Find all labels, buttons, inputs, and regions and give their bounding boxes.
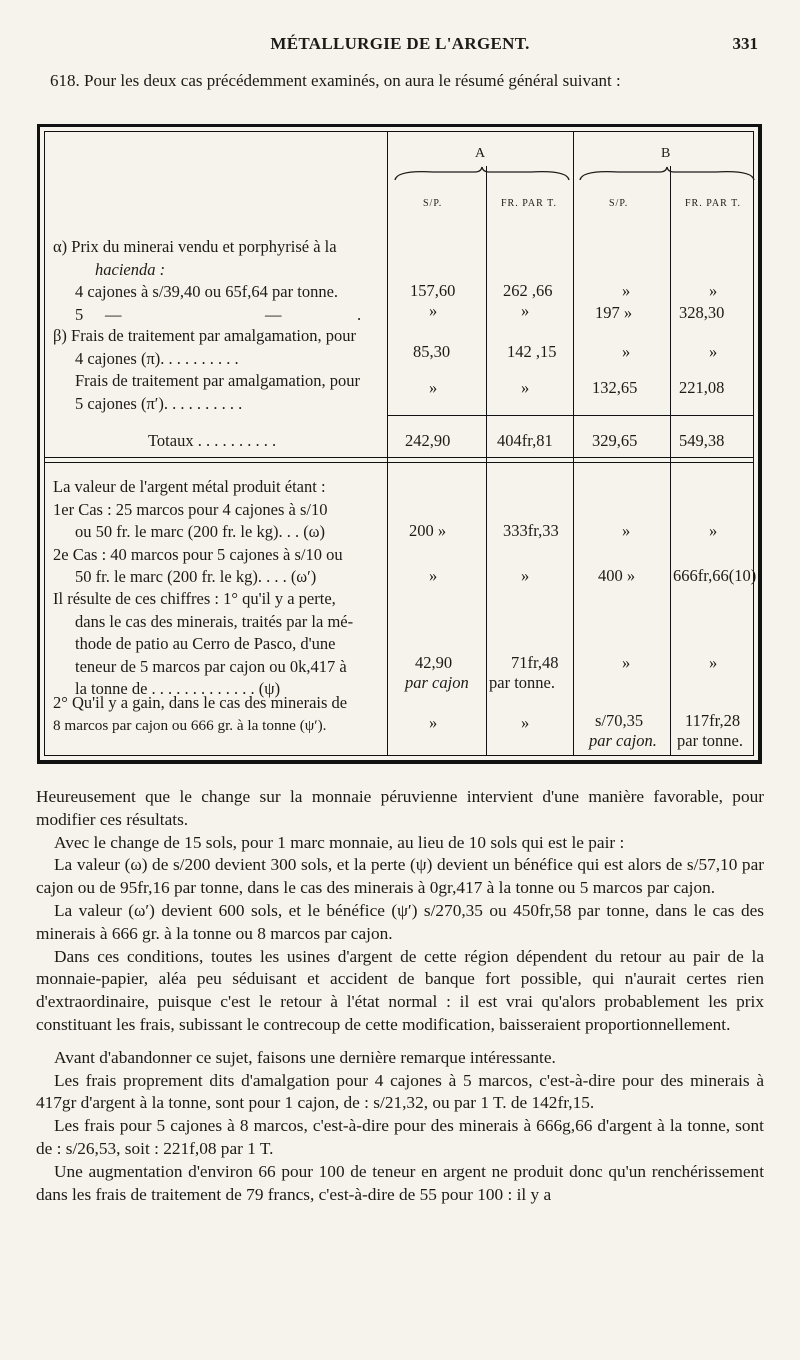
row-alpha-l4-count: 5 [75, 304, 84, 324]
page-number: 331 [732, 34, 758, 53]
beta-a-sp: 85,30 [413, 342, 451, 361]
gain-b-sp: s/70,35 [595, 711, 644, 730]
row-divider-valeur-2 [45, 462, 753, 463]
row-alpha-line-1: α) Prix du minerai vendu et porphyrisé à la [53, 237, 337, 256]
row-beta-line-4: 5 cajones (π′). . . . . . . . . . [75, 393, 243, 413]
alpha-a-sp: 157,60 [410, 281, 456, 300]
row-gain-line-2: 8 marcos par cajon ou 666 gr. à la tonne (ψ′). [53, 716, 327, 734]
running-header [0, 34, 800, 56]
row-divider-valeur-1 [45, 457, 753, 458]
body-text [36, 786, 764, 1206]
resulte-a-fr: 71fr,48 [511, 653, 559, 672]
beta-a-sp-2: » [429, 378, 438, 397]
gain-b-fr: 117fr,28 [685, 711, 741, 730]
alpha-b-sp: » [622, 281, 631, 300]
col-divider-b [670, 166, 671, 755]
beta-b-sp: » [622, 342, 631, 361]
colhead-a-sp: S/P. [423, 198, 443, 209]
totaux-label: Totaux . . . . . . . . . . [148, 431, 277, 450]
alpha-b-fr: » [709, 281, 718, 300]
valeur-w-a-fr: 333fr,33 [503, 521, 559, 540]
resulte-b-fr: » [709, 653, 718, 672]
paragraph-6: Avant d'abandonner ce sujet, faisons une dernière remarque intéressante. [54, 1047, 556, 1067]
row-alpha-line-3: 4 cajones à s/39,40 ou 65f,64 par tonne. [75, 282, 339, 301]
row-alpha-line-2: hacienda : [95, 259, 166, 279]
totaux-a-fr: 404fr,81 [497, 431, 553, 450]
colhead-a-fr: FR. PAR T. [501, 198, 557, 209]
gain-a-sp: » [429, 713, 438, 732]
paragraph-8: Les frais pour 5 cajones à 8 marcos, c'est-à-dire pour des minerais à 666g,66 d'argent à la tonne, sont de : s/26,53, soit : 221f,08 par 1 T. [36, 1116, 764, 1158]
row-resulte-line-2: dans le cas des minerais, traités par la mé- [75, 611, 354, 631]
row-gain-label [53, 692, 388, 737]
row-valeur-label [53, 476, 388, 589]
gain-b-fr-sub: par tonne. [677, 731, 743, 750]
row-valeur-line-4: 2e Cas : 40 marcos pour 5 cajones à s/10 ou [53, 544, 343, 564]
paragraph-9: Une augmentation d'environ 66 pour 100 de teneur en argent ne produit donc qu'un renchérissement dans les frais de traitement de 79 francs, c'est-à-dire de 55 pour 100 : il y a [36, 1161, 764, 1204]
row-alpha-label [53, 236, 388, 326]
summary-table-inner [44, 131, 757, 756]
beta-a-fr: 142 ,15 [507, 342, 557, 361]
totaux-a-sp: 242,90 [405, 431, 451, 450]
valeur-w2-a-fr: » [521, 566, 530, 585]
row-resulte-line-3: thode de patio au Cerro de Pasco, d'une [75, 634, 336, 653]
row-beta-line-3: Frais de traitement par amalgamation, pour [75, 371, 360, 390]
beta-b-fr-2: 221,08 [679, 378, 725, 397]
resulte-a-fr-sub: par tonne. [489, 673, 555, 692]
row-valeur-line-3: ou 50 fr. le marc (200 fr. le kg). . . (ω) [75, 522, 326, 541]
valeur-w-a-sp: 200 » [409, 521, 447, 540]
row-divider-totaux [387, 415, 753, 416]
row-beta-label [53, 325, 388, 415]
alpha-a-fr-2: » [521, 301, 530, 320]
valeur-w2-b-fr: 666fr,66(10) [673, 566, 757, 585]
group-b-label: B [661, 146, 671, 161]
beta-b-sp-2: 132,65 [592, 378, 638, 397]
alpha-b-fr-2: 328,30 [679, 303, 725, 322]
beta-a-fr-2: » [521, 378, 530, 397]
resulte-a-sp: 42,90 [415, 653, 453, 672]
alpha-a-sp-2: » [429, 301, 438, 320]
paragraph-4: La valeur (ω′) devient 600 sols, et le bénéfice (ψ′) s/270,35 ou 450fr,58 par tonne, dans le cas des minerais à 666 gr. à la tonne ou 8 marcos par cajon. [36, 900, 764, 943]
paragraph-7: Les frais proprement dits d'amalgation pour 4 cajones à 5 marcos, c'est-à-dire pour des minerais à 417gr d'argent à la tonne, sont pour 1 cajon, de : s/21,32, ou par 1 T. de 142fr,15. [36, 1070, 764, 1113]
colhead-b-fr: FR. PAR T. [685, 198, 741, 209]
valeur-w-b-sp: » [622, 521, 631, 540]
row-gain-line-1: 2° Qu'il y a gain, dans le cas des minerais de [53, 693, 348, 712]
row-alpha-l4-ditto-2: — [265, 304, 282, 324]
row-resulte-line-1: Il résulte de ces chiffres : 1° qu'il y a perte, [53, 589, 336, 608]
row-alpha-line-4 [53, 304, 388, 326]
alpha-b-sp-2: 197 » [595, 303, 633, 322]
row-alpha-l4-ditto-1: — [105, 304, 122, 324]
row-valeur-line-2: 1er Cas : 25 marcos pour 4 cajones à s/10 [53, 499, 328, 519]
row-resulte-line-5: la tonne de . . . . . . . . . . . . . (ψ) [75, 679, 281, 698]
gain-b-sp-sub: par cajon. [589, 731, 657, 750]
header-title: MÉTALLURGIE DE L'ARGENT. [270, 34, 530, 53]
alpha-a-fr: 262 ,66 [503, 281, 553, 300]
totaux-b-fr: 549,38 [679, 431, 725, 450]
resulte-a-sp-sub: par cajon [405, 673, 469, 692]
row-valeur-line-5: 50 fr. le marc (200 fr. le kg). . . . (ω′) [75, 567, 317, 586]
paragraph-1: Heureusement que le change sur la monnaie péruvienne intervient d'une manière favorable, pour modifier ces résultats. [36, 787, 764, 829]
paragraph-5: Dans ces conditions, toutes les usines d'argent de cette région dépendent du retour au pair de la monnaie-papier, aléa peu séduisant et accident de banque fort possible, qui n'aurait certes rien d'extraordinaire, puisque c'est le retour à l'état normal : il est vrai qu'alors probablement les prix constituant les frais, subissant le contrecoup de cette modification, baisseraient proportionnellement. [36, 946, 764, 1034]
row-resulte-line-4: teneur de 5 marcos par cajon ou 0k,417 à [75, 656, 347, 676]
totaux-b-sp: 329,65 [592, 431, 638, 450]
summary-table [37, 124, 762, 764]
beta-b-fr: » [709, 342, 718, 361]
colhead-b-sp: S/P. [609, 198, 629, 209]
group-a-label: A [475, 146, 486, 161]
intro-paragraph: 618. Pour les deux cas précédemment examinés, on aura le résumé général suivant : [50, 71, 621, 90]
row-beta-line-1: β) Frais de traitement par amalgamation, pour [53, 326, 357, 345]
paragraph-3: La valeur (ω) de s/200 devient 300 sols, et la perte (ψ) devient un bénéfice qui est alors de s/57,10 par cajon ou de 95fr,16 par tonne, dans le cas des minerais à 0gr,417 à la tonne ou 5 marcos par cajon. [36, 855, 764, 898]
gain-a-fr: » [521, 713, 530, 732]
valeur-w2-a-sp: » [429, 566, 438, 585]
resulte-b-sp: » [622, 653, 631, 672]
col-divider-a [486, 166, 487, 755]
group-a-brace [393, 166, 571, 182]
col-divider-ab [573, 132, 574, 755]
group-b-brace [578, 166, 756, 182]
paragraph-2: Avec le change de 15 sols, pour 1 marc monnaie, au lieu de 10 sols qui est le pair : [54, 832, 625, 852]
row-beta-line-2: 4 cajones (π). . . . . . . . . . [75, 348, 239, 368]
row-valeur-line-1: La valeur de l'argent métal produit étant : [53, 477, 326, 496]
row-alpha-l4-dot: . [357, 304, 362, 324]
valeur-w-b-fr: » [709, 521, 718, 540]
row-resulte-label [53, 588, 388, 701]
valeur-w2-b-sp: 400 » [598, 566, 636, 585]
